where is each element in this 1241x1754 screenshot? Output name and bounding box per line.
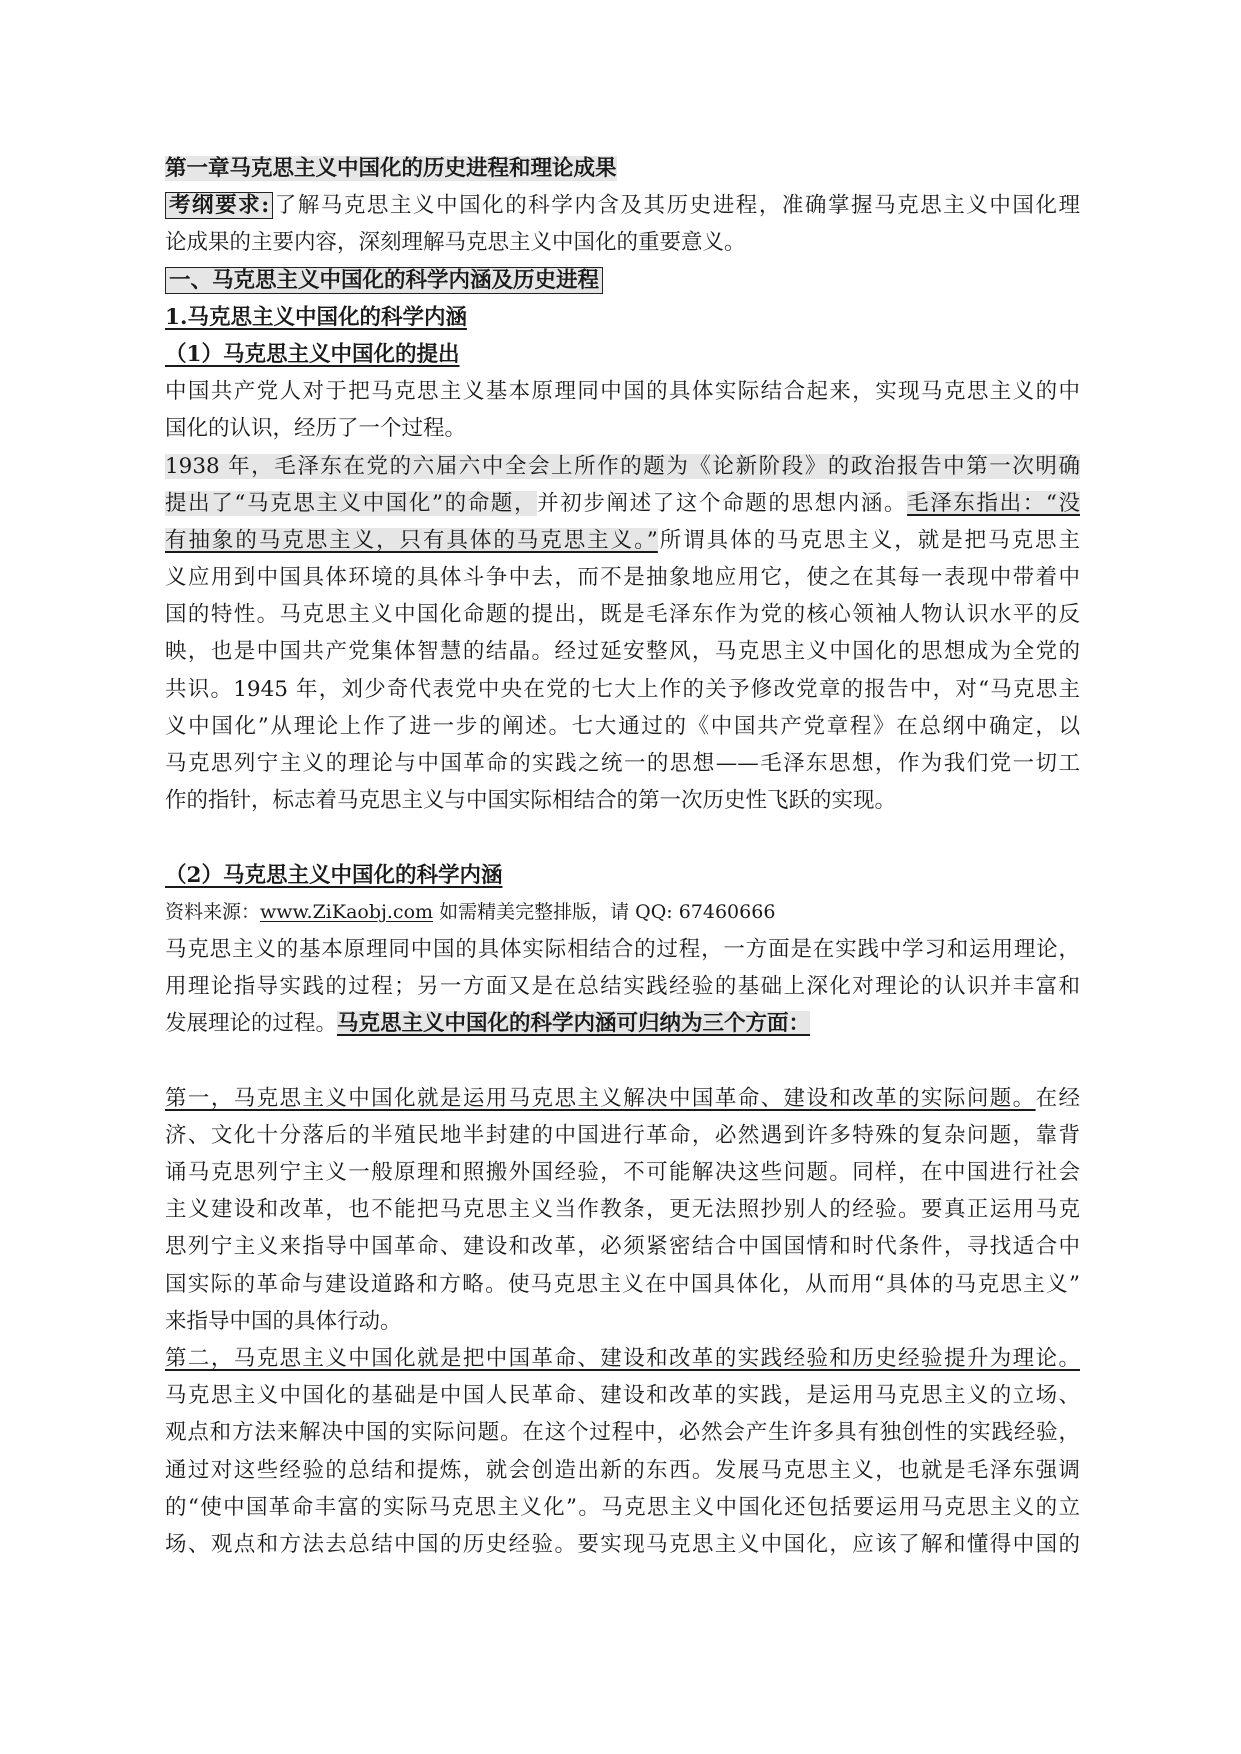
p2-line-8 (165, 708, 1080, 745)
p4-line-6 (165, 1266, 1080, 1303)
p2-quote-start: 毛泽东指出：“没 (907, 490, 1080, 516)
p2-text-2a: 提出了“马克思主义中国化”的命题， (165, 490, 538, 516)
section1-title-line (165, 262, 1080, 299)
p5-text-2: 马克思主义中国化的基础是中国人民革命、建设和改革的实践，是运用马克思主义的立场、 (165, 1383, 1080, 1409)
p2-text-8: 义中国化”从理论上作了进一步的阐述。七大通过的《中国共产党章程》在总纲中确定，以 (165, 713, 1080, 739)
p2-text-4: 义应用到中国具体环境的具体斗争中去，而不是抽象地应用它，使之在其每一表现中带着中 (165, 565, 1080, 591)
p2-line-4 (165, 559, 1080, 596)
p4-text-6: 国实际的革命与建设道路和方略。使马克思主义在中国具体化，从而用“具体的马克思主义” (165, 1271, 1080, 1297)
p5-text-5: 的“使中国革命丰富的实际马克思主义化”。马克思主义中国化还包括要运用马克思主义的立 (165, 1494, 1080, 1520)
source-note: 如需精美完整排版，请 QQ: 67460666 (433, 900, 776, 923)
p5-line-6 (165, 1526, 1080, 1563)
p2-text-2b: 并初步阐述了这个命题的思想内涵。 (537, 490, 908, 516)
p3-line-1 (165, 931, 1080, 968)
p4-line-7 (165, 1303, 1080, 1340)
requirements-label: 考纲要求: (165, 192, 273, 219)
p1-text-1: 中国共产党人对于把马克思主义基本原理同中国的具体实际结合起来，实现马克思主义的中 (165, 379, 1080, 405)
p5-text-3: 观点和方法来解决中国的实际问题。在这个过程中，必然会产生许多具有独创性的实践经验， (165, 1420, 1080, 1446)
requirements-line-1 (165, 187, 1080, 224)
item1-title: （1）马克思主义中国化的提出 (165, 341, 460, 367)
p4-line-4 (165, 1191, 1080, 1228)
p2-text-10: 作的指针，标志着马克思主义与中国实际相结合的第一次历史性飞跃的实现。 (165, 788, 897, 814)
p4-thesis: 第一，马克思主义中国化就是运用马克思主义解决中国革命、建设和改革的实际问题。 (165, 1085, 1036, 1111)
p3-text-2: 用理论指导实践的过程；另一方面又是在总结实践经验的基础上深化对理论的认识并丰富和 (165, 974, 1080, 1000)
p2-text-5: 国的特性。马克思主义中国化命题的提出，既是毛泽东作为党的核心领袖人物认识水平的反 (165, 602, 1080, 628)
p4-line-5 (165, 1228, 1080, 1265)
p2-line-5 (165, 596, 1080, 633)
blank-line (165, 819, 1080, 856)
item2-title-line (165, 857, 1080, 894)
sub1-title-line (165, 299, 1080, 336)
p4-line-2 (165, 1117, 1080, 1154)
p2-line-10 (165, 782, 1080, 819)
p3-text-3a: 发展理论的过程。 (165, 1011, 338, 1037)
p2-text-3b: 所谓具体的马克思主义，就是把马克思主 (657, 527, 1080, 553)
p5-line-5 (165, 1489, 1080, 1526)
p2-line-3 (165, 522, 1080, 559)
requirements-text-2: 论成果的主要内容，深刻理解马克思主义中国化的重要意义。 (165, 230, 746, 256)
sub1-title: 1.马克思主义中国化的科学内涵 (165, 304, 467, 330)
p4-line-3 (165, 1154, 1080, 1191)
p2-line-1 (165, 448, 1080, 485)
p4-text-4: 主义建设和改革，也不能把马克思主义当作教条，更无法照抄别人的经验。要真正运用马克 (165, 1197, 1080, 1223)
p1-text-2: 国化的认识，经历了一个过程。 (165, 416, 467, 442)
p4-text-2: 济、文化十分落后的半殖民地半封建的中国进行革命，必然遇到许多特殊的复杂问题，靠背 (165, 1122, 1080, 1148)
p5-thesis: 第二，马克思主义中国化就是把中国革命、建设和改革的实践经验和历史经验提升为理论。 (165, 1346, 1080, 1371)
p2-line-2 (165, 485, 1080, 522)
p2-text-6: 映，也是中国共产党集体智慧的结晶。经过延安整风，马克思主义中国化的思想成为全党的 (165, 639, 1080, 665)
p5-text-6: 场、观点和方法去总结中国的历史经验。要实现马克思主义中国化，应该了解和懂得中国的 (165, 1531, 1080, 1557)
item1-title-line (165, 336, 1080, 373)
p4-text-3: 诵马克思列宁主义一般原理和照搬外国经验，不可能解决这些问题。同样，在中国进行社会 (165, 1160, 1080, 1186)
p4-text-7: 来指导中国的具体行动。 (165, 1308, 402, 1334)
p5-line-1 (165, 1340, 1080, 1377)
chapter-title: 第一章马克思主义中国化的历史进程和理论成果 (165, 156, 617, 181)
requirements-text-1: 了解马克思主义中国化的科学内含及其历史进程，准确掌握马克思主义中国化理 (273, 193, 1080, 219)
source-label: 资料来源： (165, 900, 261, 923)
p3-line-3 (165, 1005, 1080, 1042)
requirements-line-2 (165, 224, 1080, 261)
p3-line-2 (165, 968, 1080, 1005)
p2-text-9: 马克思列宁主义的理论与中国革命的实践之统一的思想——毛泽东思想，作为我们党一切工 (165, 751, 1080, 776)
p2-text-7: 共识。1945 年，刘少奇代表党中央在党的七大上作的关予修改党章的报告中，对“马克思主 (165, 676, 1080, 702)
document-page (165, 150, 1080, 1563)
p1-line-2 (165, 410, 1080, 447)
p5-line-3 (165, 1414, 1080, 1451)
p5-line-4 (165, 1452, 1080, 1489)
chapter-title-line (165, 150, 1080, 187)
p5-text-4: 通过对这些经验的总结和提炼，就会创造出新的东西。发展马克思主义，也就是毛泽东强调 (165, 1457, 1080, 1483)
p2-line-9 (165, 745, 1080, 782)
p3-emphasis: 马克思主义中国化的科学内涵可归纳为三个方面： (337, 1011, 811, 1037)
p1-line-1 (165, 373, 1080, 410)
item2-title: （2）马克思主义中国化的科学内涵 (165, 862, 503, 888)
p2-quote-end: 有抽象的马克思主义，只有具体的马克思主义。” (165, 527, 658, 553)
p3-text-1: 马克思主义的基本原理同中国的具体实际相结合的过程，一方面是在实践中学习和运用理论， (165, 936, 1080, 962)
p2-text-1: 1938 年，毛泽东在党的六届六中全会上所作的题为《论新阶段》的政治报告中第一次明确 (165, 453, 1080, 479)
source-line (165, 894, 1080, 931)
p4-text-5: 思列宁主义来指导中国革命、建设和改革，必须紧密结合中国国情和时代条件，寻找适合中 (165, 1234, 1080, 1260)
blank-line (165, 1043, 1080, 1080)
p5-line-2 (165, 1377, 1080, 1414)
source-link[interactable]: www.ZiKaobj.com (260, 900, 434, 923)
p4-text-1b: 在经 (1035, 1085, 1080, 1111)
p4-line-1 (165, 1080, 1080, 1117)
section1-title: 一、马克思主义中国化的科学内涵及历史进程 (165, 267, 603, 294)
p2-line-6 (165, 633, 1080, 670)
p2-line-7 (165, 671, 1080, 708)
